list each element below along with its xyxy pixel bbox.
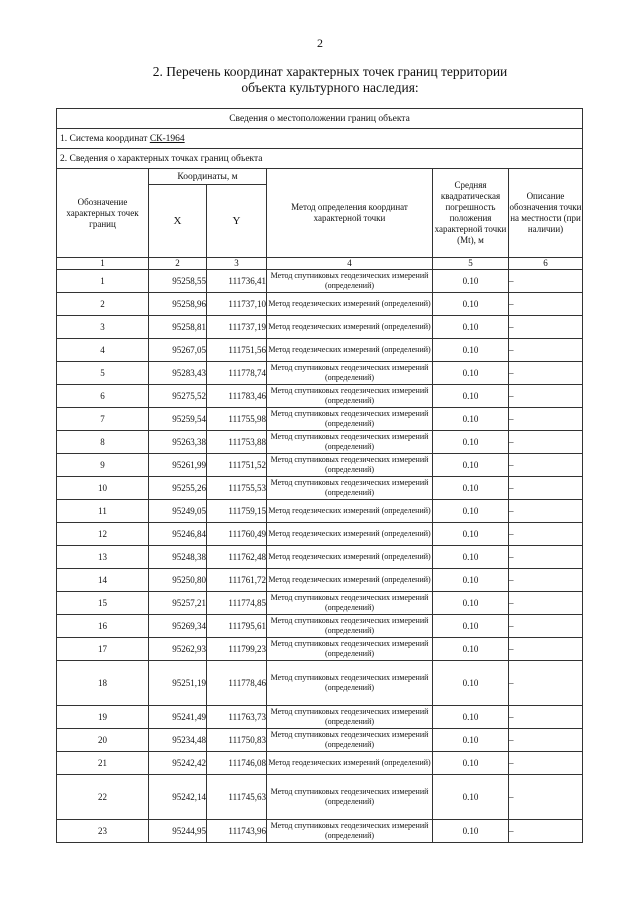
coordinate-x: 95283,43 [149,362,207,385]
point-id: 11 [57,500,149,523]
accuracy-cell: 0.10 [433,339,509,362]
method-cell: Метод геодезических измерений (определений) [267,339,433,362]
header-y: Y [207,185,267,258]
point-id: 8 [57,431,149,454]
coordinate-y: 111753,88 [207,431,267,454]
coordinate-y: 111778,46 [207,661,267,706]
method-cell: Метод геодезических измерений (определений) [267,316,433,339]
accuracy-cell: 0.10 [433,592,509,615]
point-id: 21 [57,752,149,775]
point-id: 19 [57,706,149,729]
description-cell: – [509,638,583,661]
method-cell: Метод спутниковых геодезических измерений (определений) [267,661,433,706]
coordinate-y: 111737,10 [207,293,267,316]
description-cell: – [509,316,583,339]
method-cell: Метод геодезических измерений (определений) [267,500,433,523]
point-id: 5 [57,362,149,385]
table-row [57,752,583,775]
description-cell: – [509,362,583,385]
description-cell: – [509,592,583,615]
description-cell: – [509,431,583,454]
description-cell: – [509,408,583,431]
coordinate-x: 95269,34 [149,615,207,638]
point-id: 3 [57,316,149,339]
method-cell: Метод геодезических измерений (определений) [267,523,433,546]
table-row [57,316,583,339]
table-row [57,523,583,546]
coordinate-y: 111745,63 [207,775,267,820]
coordinate-x: 95255,26 [149,477,207,500]
coordinate-x: 95250,80 [149,569,207,592]
table-title: Сведения о местоположении границ объекта [57,109,583,129]
method-cell: Метод спутниковых геодезических измерений (определений) [267,477,433,500]
coordinate-x: 95251,19 [149,661,207,706]
method-cell: Метод геодезических измерений (определений) [267,546,433,569]
accuracy-cell: 0.10 [433,362,509,385]
table-row [57,454,583,477]
accuracy-cell: 0.10 [433,706,509,729]
coordinate-system-row [57,129,583,149]
accuracy-cell: 0.10 [433,500,509,523]
column-number: 6 [509,258,583,270]
table-row [57,775,583,820]
point-id: 1 [57,270,149,293]
table-row [57,592,583,615]
description-cell: – [509,385,583,408]
accuracy-cell: 0.10 [433,477,509,500]
point-id: 22 [57,775,149,820]
description-cell: – [509,477,583,500]
coordinate-y: 111737,19 [207,316,267,339]
coordinate-x: 95246,84 [149,523,207,546]
point-id: 13 [57,546,149,569]
coordinate-y: 111761,72 [207,569,267,592]
coordinate-y: 111774,85 [207,592,267,615]
accuracy-cell: 0.10 [433,661,509,706]
coordinate-y: 111760,49 [207,523,267,546]
method-cell: Метод спутниковых геодезических измерений (определений) [267,706,433,729]
coordinate-x: 95263,38 [149,431,207,454]
accuracy-cell: 0.10 [433,729,509,752]
coordinate-x: 95267,05 [149,339,207,362]
description-cell: – [509,569,583,592]
page-number: 2 [317,36,323,50]
point-id: 18 [57,661,149,706]
header-accuracy: Средняя квадратическая погрешность положения характерной точки (Mt), м [433,169,509,258]
table-row [57,569,583,592]
accuracy-cell: 0.10 [433,820,509,843]
table-row [57,546,583,569]
method-cell: Метод спутниковых геодезических измерений (определений) [267,638,433,661]
coordinate-x: 95261,99 [149,454,207,477]
coordinate-x: 95258,81 [149,316,207,339]
method-cell: Метод спутниковых геодезических измерений (определений) [267,775,433,820]
point-id: 14 [57,569,149,592]
description-cell: – [509,752,583,775]
method-cell: Метод спутниковых геодезических измерений (определений) [267,385,433,408]
accuracy-cell: 0.10 [433,615,509,638]
point-id: 16 [57,615,149,638]
method-cell: Метод геодезических измерений (определений) [267,569,433,592]
description-cell: – [509,546,583,569]
description-cell: – [509,615,583,638]
method-cell: Метод спутниковых геодезических измерений (определений) [267,270,433,293]
method-cell: Метод спутниковых геодезических измерений (определений) [267,592,433,615]
table-row [57,638,583,661]
header-designation: Обозначение характерных точек границ [57,169,149,258]
coordinate-y: 111755,98 [207,408,267,431]
coordinate-y: 111736,41 [207,270,267,293]
table-row [57,293,583,316]
coordinate-x: 95257,21 [149,592,207,615]
method-cell: Метод спутниковых геодезических измерений (определений) [267,454,433,477]
point-id: 12 [57,523,149,546]
table-row [57,500,583,523]
coordinate-x: 95262,93 [149,638,207,661]
table-row [57,729,583,752]
coordinate-y: 111795,61 [207,615,267,638]
coordinate-y: 111750,83 [207,729,267,752]
method-cell: Метод спутниковых геодезических измерений (определений) [267,431,433,454]
point-id: 20 [57,729,149,752]
point-id: 9 [57,454,149,477]
table-row [57,706,583,729]
coordinate-x: 95234,48 [149,729,207,752]
description-cell: – [509,706,583,729]
coordinate-y: 111762,48 [207,546,267,569]
accuracy-cell: 0.10 [433,293,509,316]
points-section-title: 2. Сведения о характерных точках границ объекта [57,149,583,169]
table-row [57,339,583,362]
table-row [57,661,583,706]
coordinate-y: 111759,15 [207,500,267,523]
coordinate-x: 95259,54 [149,408,207,431]
header-description: Описание обозначения точки на местности (при наличии) [509,169,583,258]
coordinate-x: 95249,05 [149,500,207,523]
header-coordinates: Координаты, м [149,169,267,185]
heading-line-2: объекта культурного наследия: [241,80,419,95]
method-cell: Метод спутниковых геодезических измерений (определений) [267,408,433,431]
method-cell: Метод спутниковых геодезических измерений (определений) [267,615,433,638]
coordinate-y: 111783,46 [207,385,267,408]
method-cell: Метод геодезических измерений (определений) [267,293,433,316]
description-cell: – [509,775,583,820]
description-cell: – [509,293,583,316]
accuracy-cell: 0.10 [433,752,509,775]
coordinates-table [56,108,583,843]
coordinate-x: 95275,52 [149,385,207,408]
point-id: 23 [57,820,149,843]
point-id: 7 [57,408,149,431]
point-id: 10 [57,477,149,500]
accuracy-cell: 0.10 [433,638,509,661]
point-id: 4 [57,339,149,362]
accuracy-cell: 0.10 [433,546,509,569]
coordinate-y: 111751,52 [207,454,267,477]
description-cell: – [509,820,583,843]
accuracy-cell: 0.10 [433,454,509,477]
table-row [57,362,583,385]
accuracy-cell: 0.10 [433,775,509,820]
table-row [57,431,583,454]
accuracy-cell: 0.10 [433,523,509,546]
description-cell: – [509,339,583,362]
coordinate-y: 111746,08 [207,752,267,775]
description-cell: – [509,500,583,523]
column-number: 4 [267,258,433,270]
coordinate-y: 111799,23 [207,638,267,661]
coordinate-x: 95242,14 [149,775,207,820]
coordinate-y: 111763,73 [207,706,267,729]
coordinate-x: 95242,42 [149,752,207,775]
header-x: X [149,185,207,258]
method-cell: Метод спутниковых геодезических измерений (определений) [267,820,433,843]
coordinate-y: 111751,56 [207,339,267,362]
coordinate-x: 95241,49 [149,706,207,729]
table-row [57,385,583,408]
coordinate-y: 111743,96 [207,820,267,843]
point-id: 17 [57,638,149,661]
table-row [57,270,583,293]
header-method: Метод определения координат характерной точки [267,169,433,258]
coordinate-y: 111755,53 [207,477,267,500]
column-number: 3 [207,258,267,270]
description-cell: – [509,661,583,706]
column-number: 2 [149,258,207,270]
method-cell: Метод спутниковых геодезических измерений (определений) [267,362,433,385]
description-cell: – [509,523,583,546]
coordinate-x: 95258,55 [149,270,207,293]
point-id: 6 [57,385,149,408]
table-row [57,820,583,843]
table-row [57,408,583,431]
coordinate-system-name: СК-1964 [149,133,185,144]
section-heading [120,64,540,96]
point-id: 15 [57,592,149,615]
heading-line-1: 2. Перечень координат характерных точек границ территории [152,64,508,79]
coordinate-y: 111778,74 [207,362,267,385]
accuracy-cell: 0.10 [433,431,509,454]
accuracy-cell: 0.10 [433,270,509,293]
method-cell: Метод спутниковых геодезических измерений (определений) [267,729,433,752]
coordinate-x: 95258,96 [149,293,207,316]
method-cell: Метод геодезических измерений (определений) [267,752,433,775]
table-row [57,615,583,638]
coordinate-x: 95244,95 [149,820,207,843]
point-id: 2 [57,293,149,316]
table-row [57,477,583,500]
column-number: 5 [433,258,509,270]
accuracy-cell: 0.10 [433,316,509,339]
accuracy-cell: 0.10 [433,569,509,592]
description-cell: – [509,270,583,293]
coordinate-x: 95248,38 [149,546,207,569]
accuracy-cell: 0.10 [433,408,509,431]
description-cell: – [509,454,583,477]
column-number: 1 [57,258,149,270]
coordinate-system-label: 1. Система координат [60,133,150,144]
description-cell: – [509,729,583,752]
accuracy-cell: 0.10 [433,385,509,408]
